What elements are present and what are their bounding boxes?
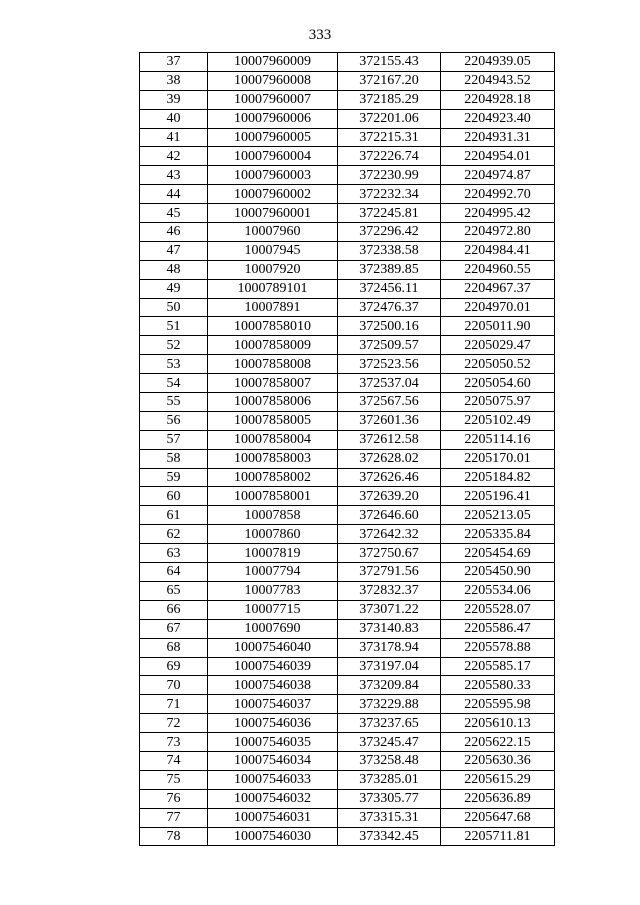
- y-coordinate-cell: 2205630.36: [441, 751, 555, 770]
- point-id-cell: 10007858003: [208, 449, 338, 468]
- table-row: [140, 128, 555, 147]
- x-coordinate-cell: 372639.20: [338, 487, 441, 506]
- table-row: [140, 733, 555, 752]
- x-coordinate-cell: 373197.04: [338, 657, 441, 676]
- y-coordinate-cell: 2204992.70: [441, 185, 555, 204]
- point-id-cell: 10007858010: [208, 317, 338, 336]
- point-id-cell: 10007546038: [208, 676, 338, 695]
- point-id-cell: 10007960002: [208, 185, 338, 204]
- point-id-cell: 10007960006: [208, 109, 338, 128]
- point-id-cell: 10007960007: [208, 90, 338, 109]
- x-coordinate-cell: 373140.83: [338, 619, 441, 638]
- y-coordinate-cell: 2205213.05: [441, 506, 555, 525]
- x-coordinate-cell: 372389.85: [338, 260, 441, 279]
- x-coordinate-cell: 372537.04: [338, 374, 441, 393]
- point-id-cell: 10007546032: [208, 789, 338, 808]
- point-id-cell: 10007960004: [208, 147, 338, 166]
- x-coordinate-cell: 373315.31: [338, 808, 441, 827]
- x-coordinate-cell: 372791.56: [338, 563, 441, 582]
- table-row: [140, 808, 555, 827]
- row-number-cell: 48: [140, 260, 208, 279]
- y-coordinate-cell: 2204984.41: [441, 241, 555, 260]
- y-coordinate-cell: 2205528.07: [441, 600, 555, 619]
- point-id-cell: 10007858006: [208, 393, 338, 412]
- table-row: [140, 619, 555, 638]
- row-number-cell: 49: [140, 279, 208, 298]
- row-number-cell: 61: [140, 506, 208, 525]
- row-number-cell: 42: [140, 147, 208, 166]
- table-row: [140, 204, 555, 223]
- y-coordinate-cell: 2204954.01: [441, 147, 555, 166]
- y-coordinate-cell: 2204970.01: [441, 298, 555, 317]
- y-coordinate-cell: 2205610.13: [441, 714, 555, 733]
- table-row: [140, 600, 555, 619]
- point-id-cell: 10007960: [208, 223, 338, 242]
- x-coordinate-cell: 372750.67: [338, 544, 441, 563]
- row-number-cell: 78: [140, 827, 208, 846]
- y-coordinate-cell: 2205636.89: [441, 789, 555, 808]
- row-number-cell: 41: [140, 128, 208, 147]
- table-row: [140, 563, 555, 582]
- row-number-cell: 65: [140, 581, 208, 600]
- point-id-cell: 10007960008: [208, 71, 338, 90]
- table-row: [140, 90, 555, 109]
- table-row: [140, 676, 555, 695]
- x-coordinate-cell: 372338.58: [338, 241, 441, 260]
- row-number-cell: 63: [140, 544, 208, 563]
- x-coordinate-cell: 373285.01: [338, 770, 441, 789]
- x-coordinate-cell: 372230.99: [338, 166, 441, 185]
- row-number-cell: 40: [140, 109, 208, 128]
- table-row: [140, 166, 555, 185]
- y-coordinate-cell: 2205454.69: [441, 544, 555, 563]
- table-row: [140, 430, 555, 449]
- table-row: [140, 827, 555, 846]
- y-coordinate-cell: 2205075.97: [441, 393, 555, 412]
- row-number-cell: 68: [140, 638, 208, 657]
- y-coordinate-cell: 2205586.47: [441, 619, 555, 638]
- y-coordinate-cell: 2205580.33: [441, 676, 555, 695]
- table-row: [140, 789, 555, 808]
- x-coordinate-cell: 372612.58: [338, 430, 441, 449]
- point-id-cell: 10007858001: [208, 487, 338, 506]
- table-row: [140, 525, 555, 544]
- table-row: [140, 411, 555, 430]
- table-row: [140, 71, 555, 90]
- point-id-cell: 10007858007: [208, 374, 338, 393]
- table-row: [140, 449, 555, 468]
- row-number-cell: 38: [140, 71, 208, 90]
- x-coordinate-cell: 372226.74: [338, 147, 441, 166]
- row-number-cell: 46: [140, 223, 208, 242]
- x-coordinate-cell: 373245.47: [338, 733, 441, 752]
- y-coordinate-cell: 2204995.42: [441, 204, 555, 223]
- x-coordinate-cell: 372155.43: [338, 53, 441, 72]
- y-coordinate-cell: 2204960.55: [441, 260, 555, 279]
- row-number-cell: 72: [140, 714, 208, 733]
- point-id-cell: 10007715: [208, 600, 338, 619]
- table-row: [140, 544, 555, 563]
- table-row: [140, 109, 555, 128]
- y-coordinate-cell: 2205711.81: [441, 827, 555, 846]
- x-coordinate-cell: 373258.48: [338, 751, 441, 770]
- x-coordinate-cell: 372201.06: [338, 109, 441, 128]
- point-id-cell: 10007783: [208, 581, 338, 600]
- point-id-cell: 10007546037: [208, 695, 338, 714]
- y-coordinate-cell: 2205196.41: [441, 487, 555, 506]
- point-id-cell: 10007546036: [208, 714, 338, 733]
- table-row: [140, 185, 555, 204]
- point-id-cell: 10007858004: [208, 430, 338, 449]
- point-id-cell: 10007546031: [208, 808, 338, 827]
- table-row: [140, 393, 555, 412]
- row-number-cell: 51: [140, 317, 208, 336]
- y-coordinate-cell: 2205622.15: [441, 733, 555, 752]
- point-id-cell: 10007546040: [208, 638, 338, 657]
- x-coordinate-cell: 373071.22: [338, 600, 441, 619]
- table-row: [140, 487, 555, 506]
- row-number-cell: 67: [140, 619, 208, 638]
- row-number-cell: 75: [140, 770, 208, 789]
- row-number-cell: 37: [140, 53, 208, 72]
- x-coordinate-cell: 373209.84: [338, 676, 441, 695]
- x-coordinate-cell: 372567.56: [338, 393, 441, 412]
- point-id-cell: 10007546039: [208, 657, 338, 676]
- row-number-cell: 64: [140, 563, 208, 582]
- point-id-cell: 10007858005: [208, 411, 338, 430]
- point-id-cell: 10007860: [208, 525, 338, 544]
- y-coordinate-cell: 2204928.18: [441, 90, 555, 109]
- y-coordinate-cell: 2204931.31: [441, 128, 555, 147]
- point-id-cell: 10007960003: [208, 166, 338, 185]
- y-coordinate-cell: 2205585.17: [441, 657, 555, 676]
- row-number-cell: 54: [140, 374, 208, 393]
- point-id-cell: 10007858008: [208, 355, 338, 374]
- table-row: [140, 53, 555, 72]
- x-coordinate-cell: 373178.94: [338, 638, 441, 657]
- table-row: [140, 695, 555, 714]
- table-row: [140, 317, 555, 336]
- y-coordinate-cell: 2204923.40: [441, 109, 555, 128]
- point-id-cell: 10007920: [208, 260, 338, 279]
- point-id-cell: 10007794: [208, 563, 338, 582]
- y-coordinate-cell: 2205578.88: [441, 638, 555, 657]
- point-id-cell: 10007858009: [208, 336, 338, 355]
- y-coordinate-cell: 2205050.52: [441, 355, 555, 374]
- table-row: [140, 336, 555, 355]
- point-id-cell: 1000789101: [208, 279, 338, 298]
- y-coordinate-cell: 2205054.60: [441, 374, 555, 393]
- point-id-cell: 10007546030: [208, 827, 338, 846]
- y-coordinate-cell: 2205114.16: [441, 430, 555, 449]
- x-coordinate-cell: 372646.60: [338, 506, 441, 525]
- point-id-cell: 10007546035: [208, 733, 338, 752]
- table-row: [140, 468, 555, 487]
- point-id-cell: 10007960005: [208, 128, 338, 147]
- table-row: [140, 241, 555, 260]
- x-coordinate-cell: 372476.37: [338, 298, 441, 317]
- row-number-cell: 50: [140, 298, 208, 317]
- x-coordinate-cell: 372215.31: [338, 128, 441, 147]
- point-id-cell: 10007690: [208, 619, 338, 638]
- y-coordinate-cell: 2204939.05: [441, 53, 555, 72]
- point-id-cell: 10007960001: [208, 204, 338, 223]
- point-id-cell: 10007546034: [208, 751, 338, 770]
- table-row: [140, 770, 555, 789]
- x-coordinate-cell: 372185.29: [338, 90, 441, 109]
- row-number-cell: 77: [140, 808, 208, 827]
- x-coordinate-cell: 372832.37: [338, 581, 441, 600]
- point-id-cell: 10007819: [208, 544, 338, 563]
- point-id-cell: 10007960009: [208, 53, 338, 72]
- table-row: [140, 298, 555, 317]
- x-coordinate-cell: 372245.81: [338, 204, 441, 223]
- y-coordinate-cell: 2205102.49: [441, 411, 555, 430]
- row-number-cell: 53: [140, 355, 208, 374]
- row-number-cell: 62: [140, 525, 208, 544]
- table-row: [140, 581, 555, 600]
- y-coordinate-cell: 2205595.98: [441, 695, 555, 714]
- row-number-cell: 60: [140, 487, 208, 506]
- table-row: [140, 506, 555, 525]
- y-coordinate-cell: 2204974.87: [441, 166, 555, 185]
- row-number-cell: 55: [140, 393, 208, 412]
- point-id-cell: 10007945: [208, 241, 338, 260]
- y-coordinate-cell: 2204972.80: [441, 223, 555, 242]
- row-number-cell: 70: [140, 676, 208, 695]
- x-coordinate-cell: 372628.02: [338, 449, 441, 468]
- y-coordinate-cell: 2205011.90: [441, 317, 555, 336]
- row-number-cell: 73: [140, 733, 208, 752]
- row-number-cell: 76: [140, 789, 208, 808]
- row-number-cell: 56: [140, 411, 208, 430]
- x-coordinate-cell: 372509.57: [338, 336, 441, 355]
- x-coordinate-cell: 372642.32: [338, 525, 441, 544]
- row-number-cell: 69: [140, 657, 208, 676]
- table-body: [140, 53, 555, 846]
- table-row: [140, 657, 555, 676]
- table-row: [140, 279, 555, 298]
- y-coordinate-cell: 2204943.52: [441, 71, 555, 90]
- table-row: [140, 260, 555, 279]
- y-coordinate-cell: 2205029.47: [441, 336, 555, 355]
- point-id-cell: 10007858002: [208, 468, 338, 487]
- row-number-cell: 57: [140, 430, 208, 449]
- table-row: [140, 223, 555, 242]
- row-number-cell: 58: [140, 449, 208, 468]
- row-number-cell: 47: [140, 241, 208, 260]
- x-coordinate-cell: 372626.46: [338, 468, 441, 487]
- x-coordinate-cell: 373305.77: [338, 789, 441, 808]
- x-coordinate-cell: 373342.45: [338, 827, 441, 846]
- x-coordinate-cell: 372500.16: [338, 317, 441, 336]
- table-row: [140, 638, 555, 657]
- x-coordinate-cell: 372456.11: [338, 279, 441, 298]
- x-coordinate-cell: 372232.34: [338, 185, 441, 204]
- y-coordinate-cell: 2205170.01: [441, 449, 555, 468]
- row-number-cell: 45: [140, 204, 208, 223]
- row-number-cell: 43: [140, 166, 208, 185]
- x-coordinate-cell: 372167.20: [338, 71, 441, 90]
- coordinates-table: [139, 52, 555, 846]
- table-row: [140, 714, 555, 733]
- x-coordinate-cell: 372523.56: [338, 355, 441, 374]
- point-id-cell: 10007546033: [208, 770, 338, 789]
- table-row: [140, 355, 555, 374]
- y-coordinate-cell: 2205450.90: [441, 563, 555, 582]
- row-number-cell: 74: [140, 751, 208, 770]
- y-coordinate-cell: 2205647.68: [441, 808, 555, 827]
- row-number-cell: 52: [140, 336, 208, 355]
- table-row: [140, 147, 555, 166]
- row-number-cell: 71: [140, 695, 208, 714]
- y-coordinate-cell: 2205615.29: [441, 770, 555, 789]
- page-number: 333: [308, 27, 332, 43]
- point-id-cell: 10007858: [208, 506, 338, 525]
- y-coordinate-cell: 2205184.82: [441, 468, 555, 487]
- x-coordinate-cell: 373237.65: [338, 714, 441, 733]
- y-coordinate-cell: 2205335.84: [441, 525, 555, 544]
- y-coordinate-cell: 2204967.37: [441, 279, 555, 298]
- x-coordinate-cell: 372601.36: [338, 411, 441, 430]
- row-number-cell: 59: [140, 468, 208, 487]
- row-number-cell: 39: [140, 90, 208, 109]
- x-coordinate-cell: 373229.88: [338, 695, 441, 714]
- table-row: [140, 751, 555, 770]
- point-id-cell: 10007891: [208, 298, 338, 317]
- y-coordinate-cell: 2205534.06: [441, 581, 555, 600]
- row-number-cell: 66: [140, 600, 208, 619]
- row-number-cell: 44: [140, 185, 208, 204]
- table-row: [140, 374, 555, 393]
- x-coordinate-cell: 372296.42: [338, 223, 441, 242]
